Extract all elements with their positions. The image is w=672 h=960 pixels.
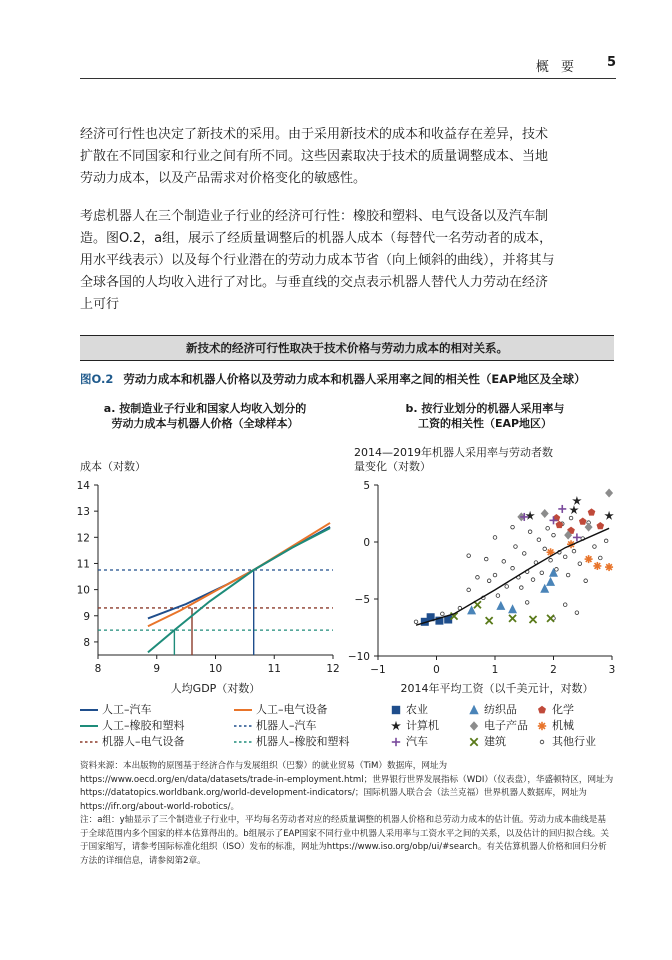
data-point-dot [560,522,564,526]
legend-label: 机器人–电气设备 [102,735,185,748]
data-point-dot [575,611,579,615]
data-point-star [525,511,535,520]
data-point-asterisk [605,563,613,571]
data-point-dot [414,620,418,624]
y-tick-label: 11 [76,558,90,571]
legend-label: 人工–橡胶和塑料 [102,719,185,732]
triangle-marker-icon [468,704,480,716]
legend-item [536,702,574,718]
data-point-dot [528,530,532,534]
marker-stroke [595,563,601,569]
marker-stroke [474,601,481,608]
data-point-dot [467,554,471,558]
panel-b-title-line: b. 按行业划分的机器人采用率与 [405,402,565,415]
scatter-points [414,488,614,625]
pentagon-marker-icon [536,704,548,716]
y-tick-label: 13 [76,506,90,519]
figure-notes [80,760,614,868]
data-point-square [435,617,443,625]
legend-marker [540,740,544,744]
marker-stroke [547,615,554,622]
data-point-dot [546,527,550,531]
body-paragraph: 考虑机器人在三个制造业子行业的经济可行性：橡胶和塑料、电气设备以及汽车制造。图O.2，a组，展示了经质量调整后的机器人成本（每替代一名劳动者的成本，用水平线表示）以及每个行业潜在的劳动力成本节省（向上倾斜的曲线），并将其与全球各国的人均收入进行了对比。与垂直线的交点表示机器人替代人力劳动在经济上可行 [80,209,555,312]
data-point-x [451,613,458,620]
x-tick-label: 2 [550,664,557,676]
data-point-dot [563,555,567,559]
x-tick-label: 8 [94,663,102,675]
labor-cost-line [148,528,330,652]
data-point-dot [517,576,521,580]
x-marker-icon [468,736,480,748]
legend-item [234,734,350,750]
panel-a-title [90,401,320,431]
legend-label: 化学 [552,703,574,716]
data-point-dot [604,539,608,543]
body-paragraph: 经济可行性也决定了新技术的采用。由于采用新技术的成本和收益存在差异，技术扩散在不同国家和行业之间有所不同。这些因素取决于技术的质量调整成本、当地劳动力成本，以及产品需求对价格变化的敏感性。 [80,127,549,186]
figure-banner: 新技术的经济可行性取决于技术价格与劳动力成本的相对关系。 [80,335,614,361]
x-axis-label: 人均GDP（对数） [170,682,261,695]
marker-stroke [486,617,493,624]
legend-item [468,734,506,750]
fit-line [416,528,609,625]
marker-stroke [568,541,574,547]
data-point-triangle [546,577,555,586]
data-point-square [444,616,452,624]
legend-label: 其他行业 [552,735,596,748]
data-point-dot [537,538,541,542]
data-point-dot [558,550,562,554]
legend-line-swatch [234,721,252,731]
data-point-dot [578,562,582,566]
data-point-x [547,615,554,622]
data-point-dot [587,521,591,525]
legend-marker [538,722,546,730]
data-point-dot [549,558,553,562]
star-marker-icon [390,720,402,732]
data-point-triangle [549,568,558,577]
note: 注：a组：y轴显示了三个制造业子行业中，平均每名劳动者对应的经质量调整的机器人价格和总劳动力成本的估计值。劳动力成本曲线是基于全球范围内多个国家的样本估算得出的。b组展示了EAP国家不同行业中机器人采用率与工资水平之间的关系，以及估计的回归拟合线。关于国家缩写，请参考国际标准化组织（ISO）发布的标准，网址为https://www.iso.org/obp/ui/#search。有关估算机器人价格和回归分析方法的详细信息，请参阅第2章。 [80,815,609,866]
data-point-dot [520,586,524,590]
data-point-plus [520,513,528,521]
data-point-plus [573,533,581,541]
data-point-dot [593,545,597,549]
x-tick-label: −1 [370,664,386,676]
section-title: 概 要 [535,60,578,75]
y-tick-label: 5 [363,480,370,492]
data-point-dot [493,536,497,540]
x-tick-label: 12 [326,663,340,675]
panel-a-title-line: a. 按制造业子行业和国家人均收入划分的 [103,402,307,415]
data-point-dot [511,566,515,570]
data-point-triangle [540,584,549,593]
data-point-pentagon [553,514,561,521]
data-point-triangle [467,605,476,614]
data-point-diamond [541,509,549,518]
y-tick-label: −5 [354,594,370,606]
x-tick-label: 9 [153,663,161,675]
data-point-dot [584,579,588,583]
legend-item [390,734,428,750]
marker-stroke [509,615,516,622]
data-point-dot [555,568,559,572]
marker-stroke [568,541,574,547]
legend-label: 机械 [552,719,574,732]
y-tick-label: 10 [76,584,90,597]
legend-line-swatch [80,721,98,731]
legend-label: 人工–汽车 [102,703,152,716]
legend-item [234,702,328,718]
data-point-dot [467,588,471,592]
figure-title-text: 劳动力成本和机器人价格以及劳动力成本和机器人采用率之间的相关性（EAP地区及全球） [123,372,586,386]
legend-label: 农业 [406,703,428,716]
data-point-pentagon [556,521,564,528]
legend-label: 汽车 [406,735,428,748]
data-point-diamond [564,531,572,540]
data-point-square [427,613,435,621]
legend-label: 电子产品 [484,719,528,732]
marker-stroke [530,616,537,623]
marker-stroke [586,556,592,562]
x-tick-label: 1 [491,664,499,676]
legend-marker [391,721,401,730]
data-point-x [474,601,481,608]
data-point-star [569,505,579,514]
marker-stroke [486,617,493,624]
legend-marker [469,705,478,714]
data-point-dot [581,537,585,541]
marker-stroke [606,564,612,570]
data-point-dot [599,556,603,560]
data-point-square [421,618,429,626]
legend-line-swatch [80,737,98,747]
data-point-dot [525,570,529,574]
panel-b-title [370,401,600,431]
legend-marker [392,738,400,746]
labor-cost-line [148,527,330,619]
data-point-asterisk [585,555,593,563]
data-point-star [572,496,582,505]
legend-marker [470,721,478,730]
data-point-dot [569,516,573,520]
y-axis-label: 成本（对数） [80,460,146,473]
figure-title [80,371,586,387]
data-point-pentagon [579,517,587,524]
data-point-dot [514,545,518,549]
data-point-dot [543,547,547,551]
y-axis-label: 量变化（对数） [354,460,431,473]
legend-label: 计算机 [406,719,439,732]
data-point-dot [572,549,576,553]
page-header [80,52,616,79]
data-point-x [486,617,493,624]
data-point-diamond [585,523,593,532]
data-point-dot [566,573,570,577]
data-point-dot [511,525,515,529]
data-point-pentagon [596,522,604,529]
source-note: 资料来源：本出版物的原图基于经济合作与发展组织（巴黎）的就业贸易（TiM）数据库，网址为https://www.oecd.org/en/data/datasets/trade-in-employment.html；世界银行世界发展指标（WDI）（仪表盘），华盛顿特区，网址为https://datatopics.worldbank.org/world-development-indicators/；国际机器人联合会（法兰克福）世界机器人数据库，网址为https://ifr.org/about-world-robotics/。 [80,761,614,812]
data-point-pentagon [588,508,596,515]
x-tick-label: 10 [208,663,223,675]
data-point-dot [484,557,488,561]
figure-number: 图O.2 [80,372,114,386]
data-point-plus [558,505,566,513]
data-point-dot [496,594,500,598]
data-point-dot [525,601,529,605]
diamond-marker-icon [468,720,480,732]
y-tick-label: 14 [76,480,90,492]
data-point-asterisk [567,540,575,548]
marker-stroke [595,563,601,569]
data-point-dot [482,596,486,600]
legend-item [468,702,517,718]
plus-marker-icon [390,736,402,748]
data-point-asterisk [547,548,555,556]
y-tick-label: 8 [83,636,90,649]
marker-stroke [530,616,537,623]
marker-stroke [547,615,554,622]
y-tick-label: 9 [83,610,90,623]
legend-line-swatch [234,705,252,715]
data-point-x [509,615,516,622]
data-point-x [530,616,537,623]
data-point-dot [505,585,509,589]
legend-item [536,734,596,750]
x-tick-label: 3 [608,664,616,676]
legend-label: 机器人–橡胶和塑料 [256,735,350,748]
data-point-star [604,511,614,520]
panel-b-title-line: 工资的相关性（EAP地区） [417,417,553,430]
y-tick-label: 12 [76,532,90,545]
y-axis-label: 2014—2019年机器人采用率与劳动者数 [354,446,553,459]
data-point-dot [534,561,538,565]
data-point-dot [458,606,462,610]
marker-stroke [509,615,516,622]
legend-item [234,718,317,734]
legend-marker [392,706,400,714]
legend-item [390,702,428,718]
legend-marker [538,706,546,714]
legend-marker [470,738,477,745]
legend-label: 建筑 [484,735,506,748]
data-point-dot [441,612,445,616]
marker-stroke [548,549,554,555]
x-tick-label: 0 [433,664,440,676]
labor-cost-line [148,523,330,626]
square-marker-icon [390,704,402,716]
data-point-asterisk [593,562,601,570]
marker-stroke [474,601,481,608]
legend-line-swatch [80,705,98,715]
legend-item [80,734,185,750]
marker-stroke [451,613,458,620]
data-point-dot [476,576,480,580]
dot-marker-icon [536,736,548,748]
legend-item [536,718,574,734]
legend-label: 纺织品 [484,703,517,716]
legend-label: 人工–电气设备 [256,703,328,716]
marker-stroke [548,549,554,555]
panel-a-title-line: 劳动力成本与机器人价格（全球样本） [111,417,299,430]
x-axis-label: 2014年平均工资（以千美元计，对数） [400,682,594,695]
legend-item [390,718,439,734]
legend-line-swatch [234,737,252,747]
y-tick-label: 0 [363,537,370,549]
page-number: 5 [606,55,616,70]
data-point-diamond [605,488,613,497]
data-point-dot [531,578,535,582]
data-point-diamond [517,512,525,521]
data-point-dot [493,573,497,577]
data-point-pentagon [567,527,575,534]
asterisk-marker-icon [536,720,548,732]
y-tick-label: −10 [347,651,370,663]
data-point-dot [552,617,556,621]
data-point-dot [522,552,526,556]
data-point-triangle [496,601,505,610]
data-point-dot [563,603,567,607]
marker-stroke [606,564,612,570]
legend-item [80,702,152,718]
legend-item [468,718,528,734]
data-point-triangle [508,604,517,613]
data-point-dot [487,579,491,583]
data-point-plus [550,516,558,524]
x-tick-label: 11 [267,663,281,675]
data-point-dot [502,560,506,564]
legend-label: 机器人–汽车 [256,719,317,732]
marker-stroke [586,556,592,562]
data-point-dot [552,533,556,537]
data-point-dot [540,571,544,575]
marker-stroke [451,613,458,620]
legend-item [80,718,185,734]
